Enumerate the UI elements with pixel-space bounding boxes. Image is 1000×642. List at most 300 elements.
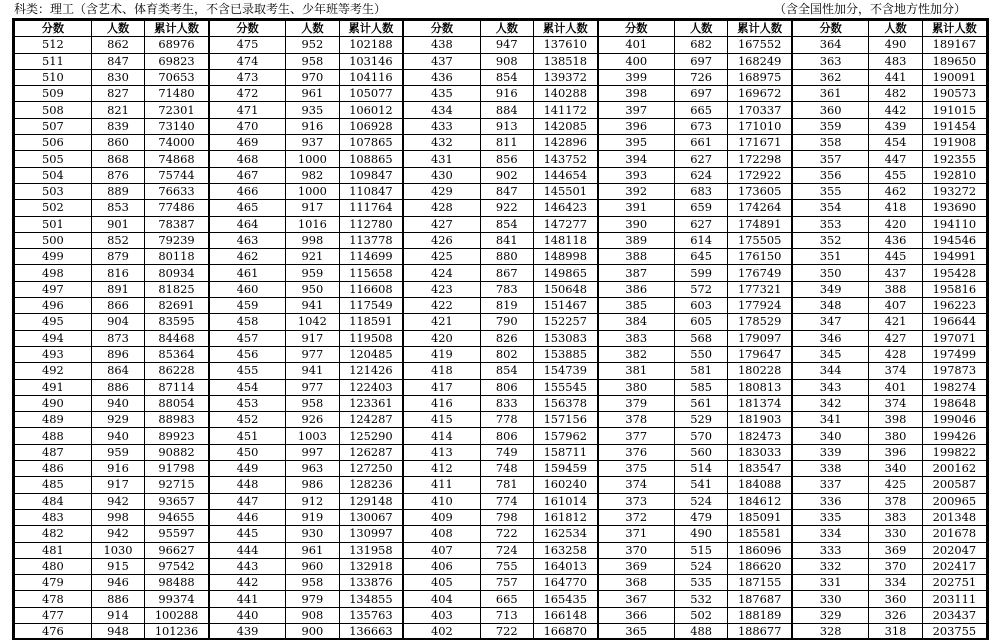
cell-count: 919 xyxy=(286,509,339,525)
cell-score: 441 xyxy=(209,591,286,607)
cell-count: 383 xyxy=(869,509,922,525)
cell-score: 460 xyxy=(209,281,286,297)
cell-score: 384 xyxy=(598,314,675,330)
cell-count: 568 xyxy=(674,330,727,346)
cell-cumulative: 138518 xyxy=(533,53,597,69)
cell-cumulative: 174891 xyxy=(728,216,792,232)
cell-cumulative: 174264 xyxy=(728,200,792,216)
cell-score: 383 xyxy=(598,330,675,346)
cell-count: 941 xyxy=(286,363,339,379)
cell-count: 396 xyxy=(869,444,922,460)
cell-score: 333 xyxy=(792,542,869,558)
cell-score: 456 xyxy=(209,346,286,362)
cell-cumulative: 72301 xyxy=(145,102,209,118)
cell-count: 624 xyxy=(674,167,727,183)
cell-cumulative: 137610 xyxy=(533,37,597,53)
cell-count: 722 xyxy=(480,623,533,639)
cell-score: 443 xyxy=(209,558,286,574)
cell-score: 413 xyxy=(403,444,480,460)
cell-score: 382 xyxy=(598,346,675,362)
cell-count: 963 xyxy=(286,461,339,477)
cell-count: 958 xyxy=(286,53,339,69)
cell-cumulative: 147277 xyxy=(533,216,597,232)
cell-cumulative: 161812 xyxy=(533,509,597,525)
cell-score: 396 xyxy=(598,118,675,134)
cell-score: 433 xyxy=(403,118,480,134)
table-row xyxy=(15,249,987,265)
cell-cumulative: 153885 xyxy=(533,346,597,362)
cell-cumulative: 197499 xyxy=(922,346,986,362)
cell-score: 416 xyxy=(403,395,480,411)
cell-score: 496 xyxy=(15,298,92,314)
cell-cumulative: 107865 xyxy=(339,135,403,151)
cell-cumulative: 203111 xyxy=(922,591,986,607)
cell-cumulative: 156378 xyxy=(533,395,597,411)
cell-score: 400 xyxy=(598,53,675,69)
cell-cumulative: 179097 xyxy=(728,330,792,346)
cell-score: 355 xyxy=(792,183,869,199)
cell-count: 959 xyxy=(286,265,339,281)
cell-score: 380 xyxy=(598,379,675,395)
cell-count: 937 xyxy=(286,135,339,151)
cell-cumulative: 195816 xyxy=(922,281,986,297)
cell-cumulative: 110847 xyxy=(339,183,403,199)
cell-cumulative: 73140 xyxy=(145,118,209,134)
cell-count: 884 xyxy=(480,102,533,118)
cell-count: 572 xyxy=(674,281,727,297)
cell-cumulative: 193272 xyxy=(922,183,986,199)
cell-count: 940 xyxy=(91,428,144,444)
cell-cumulative: 151467 xyxy=(533,298,597,314)
cell-cumulative: 164770 xyxy=(533,575,597,591)
cell-score: 397 xyxy=(598,102,675,118)
cell-cumulative: 124287 xyxy=(339,412,403,428)
cell-cumulative: 101236 xyxy=(145,623,209,639)
cell-score: 429 xyxy=(403,183,480,199)
cell-cumulative: 102188 xyxy=(339,37,403,53)
cell-cumulative: 203437 xyxy=(922,607,986,623)
cell-cumulative: 148118 xyxy=(533,232,597,248)
cell-score: 388 xyxy=(598,249,675,265)
cell-score: 398 xyxy=(598,86,675,102)
cell-cumulative: 74868 xyxy=(145,151,209,167)
cell-count: 524 xyxy=(674,493,727,509)
cell-score: 386 xyxy=(598,281,675,297)
cell-cumulative: 94655 xyxy=(145,509,209,525)
cell-cumulative: 115658 xyxy=(339,265,403,281)
table-row xyxy=(15,69,987,85)
cell-score: 492 xyxy=(15,363,92,379)
cell-count: 960 xyxy=(286,558,339,574)
cell-score: 425 xyxy=(403,249,480,265)
cell-cumulative: 95597 xyxy=(145,526,209,542)
cell-score: 446 xyxy=(209,509,286,525)
table-row xyxy=(15,363,987,379)
cell-cumulative: 159459 xyxy=(533,461,597,477)
cell-score: 363 xyxy=(792,53,869,69)
cell-cumulative: 74000 xyxy=(145,135,209,151)
table-row xyxy=(15,412,987,428)
cell-cumulative: 89923 xyxy=(145,428,209,444)
cell-score: 371 xyxy=(598,526,675,542)
cell-score: 344 xyxy=(792,363,869,379)
cell-score: 392 xyxy=(598,183,675,199)
cell-count: 826 xyxy=(480,330,533,346)
cell-count: 873 xyxy=(91,330,144,346)
cell-count: 1000 xyxy=(286,151,339,167)
cell-cumulative: 202047 xyxy=(922,542,986,558)
cell-score: 463 xyxy=(209,232,286,248)
cell-count: 627 xyxy=(674,216,727,232)
cell-score: 364 xyxy=(792,37,869,53)
cell-cumulative: 129148 xyxy=(339,493,403,509)
cell-score: 369 xyxy=(598,558,675,574)
cell-count: 935 xyxy=(286,102,339,118)
table-row xyxy=(15,444,987,460)
cell-count: 862 xyxy=(91,37,144,53)
cell-cumulative: 185091 xyxy=(728,509,792,525)
cell-score: 495 xyxy=(15,314,92,330)
cell-count: 867 xyxy=(480,265,533,281)
header-cumulative-5: 累计人数 xyxy=(922,21,986,37)
cell-score: 447 xyxy=(209,493,286,509)
table-row xyxy=(15,314,987,330)
cell-score: 377 xyxy=(598,428,675,444)
cell-count: 942 xyxy=(91,526,144,542)
table-row xyxy=(15,183,987,199)
cell-count: 839 xyxy=(91,118,144,134)
cell-count: 585 xyxy=(674,379,727,395)
cell-score: 379 xyxy=(598,395,675,411)
header-score-1: 分数 xyxy=(15,21,92,37)
cell-score: 411 xyxy=(403,477,480,493)
cell-count: 876 xyxy=(91,167,144,183)
cell-count: 532 xyxy=(674,591,727,607)
cell-score: 338 xyxy=(792,461,869,477)
cell-count: 854 xyxy=(480,69,533,85)
cell-score: 404 xyxy=(403,591,480,607)
cell-score: 504 xyxy=(15,167,92,183)
cell-score: 455 xyxy=(209,363,286,379)
cell-cumulative: 126287 xyxy=(339,444,403,460)
cell-count: 847 xyxy=(480,183,533,199)
table-row xyxy=(15,542,987,558)
cell-cumulative: 165435 xyxy=(533,591,597,607)
header-cumulative-3: 累计人数 xyxy=(533,21,597,37)
cell-score: 399 xyxy=(598,69,675,85)
cell-count: 783 xyxy=(480,281,533,297)
cell-cumulative: 123361 xyxy=(339,395,403,411)
cell-score: 486 xyxy=(15,461,92,477)
cell-cumulative: 163258 xyxy=(533,542,597,558)
cell-count: 854 xyxy=(480,216,533,232)
cell-count: 879 xyxy=(91,249,144,265)
cell-count: 847 xyxy=(91,53,144,69)
table-body xyxy=(15,37,987,640)
cell-cumulative: 177321 xyxy=(728,281,792,297)
cell-count: 889 xyxy=(91,183,144,199)
cell-cumulative: 199426 xyxy=(922,428,986,444)
cell-score: 378 xyxy=(598,412,675,428)
cell-score: 330 xyxy=(792,591,869,607)
cell-count: 914 xyxy=(91,607,144,623)
cell-score: 512 xyxy=(15,37,92,53)
cell-cumulative: 125290 xyxy=(339,428,403,444)
cell-score: 482 xyxy=(15,526,92,542)
cell-count: 661 xyxy=(674,135,727,151)
cell-count: 880 xyxy=(480,249,533,265)
cell-count: 952 xyxy=(286,37,339,53)
cell-score: 510 xyxy=(15,69,92,85)
cell-count: 896 xyxy=(91,346,144,362)
cell-score: 428 xyxy=(403,200,480,216)
cell-score: 334 xyxy=(792,526,869,542)
cell-count: 665 xyxy=(480,591,533,607)
cell-count: 866 xyxy=(91,298,144,314)
cell-cumulative: 134855 xyxy=(339,591,403,607)
cell-score: 468 xyxy=(209,151,286,167)
cell-score: 470 xyxy=(209,118,286,134)
cell-count: 830 xyxy=(91,69,144,85)
cell-cumulative: 80118 xyxy=(145,249,209,265)
cell-cumulative: 88054 xyxy=(145,395,209,411)
cell-count: 950 xyxy=(286,281,339,297)
cell-score: 374 xyxy=(598,477,675,493)
cell-cumulative: 168975 xyxy=(728,69,792,85)
cell-score: 407 xyxy=(403,542,480,558)
table-row xyxy=(15,232,987,248)
cell-count: 958 xyxy=(286,395,339,411)
cell-cumulative: 136663 xyxy=(339,623,403,639)
cell-cumulative: 171671 xyxy=(728,135,792,151)
cell-score: 445 xyxy=(209,526,286,542)
cell-score: 499 xyxy=(15,249,92,265)
cell-cumulative: 71480 xyxy=(145,86,209,102)
cell-cumulative: 128236 xyxy=(339,477,403,493)
header-count-3: 人数 xyxy=(480,21,533,37)
cell-score: 436 xyxy=(403,69,480,85)
cell-score: 331 xyxy=(792,575,869,591)
cell-cumulative: 91798 xyxy=(145,461,209,477)
table-row xyxy=(15,395,987,411)
cell-count: 921 xyxy=(286,249,339,265)
cell-score: 368 xyxy=(598,575,675,591)
cell-cumulative: 180228 xyxy=(728,363,792,379)
cell-count: 891 xyxy=(91,281,144,297)
cell-count: 852 xyxy=(91,232,144,248)
cell-score: 417 xyxy=(403,379,480,395)
header-count-5: 人数 xyxy=(869,21,922,37)
cell-count: 445 xyxy=(869,249,922,265)
cell-score: 439 xyxy=(209,623,286,639)
cell-score: 465 xyxy=(209,200,286,216)
cell-cumulative: 77486 xyxy=(145,200,209,216)
cell-count: 380 xyxy=(869,428,922,444)
cell-count: 986 xyxy=(286,477,339,493)
cell-count: 997 xyxy=(286,444,339,460)
cell-score: 490 xyxy=(15,395,92,411)
cell-count: 326 xyxy=(869,607,922,623)
cell-count: 1003 xyxy=(286,428,339,444)
cell-cumulative: 96627 xyxy=(145,542,209,558)
cell-cumulative: 203755 xyxy=(922,623,986,639)
cell-count: 318 xyxy=(869,623,922,639)
header-score-3: 分数 xyxy=(403,21,480,37)
cell-count: 749 xyxy=(480,444,533,460)
cell-cumulative: 145501 xyxy=(533,183,597,199)
cell-score: 401 xyxy=(598,37,675,53)
cell-count: 941 xyxy=(286,298,339,314)
cell-cumulative: 196644 xyxy=(922,314,986,330)
table-row xyxy=(15,265,987,281)
cell-count: 570 xyxy=(674,428,727,444)
cell-score: 450 xyxy=(209,444,286,460)
table-row xyxy=(15,118,987,134)
header-score-4: 分数 xyxy=(598,21,675,37)
cell-count: 659 xyxy=(674,200,727,216)
cell-score: 370 xyxy=(598,542,675,558)
cell-cumulative: 197873 xyxy=(922,363,986,379)
cell-count: 926 xyxy=(286,412,339,428)
cell-count: 930 xyxy=(286,526,339,542)
cell-count: 340 xyxy=(869,461,922,477)
cell-count: 757 xyxy=(480,575,533,591)
cell-cumulative: 86228 xyxy=(145,363,209,379)
cell-score: 405 xyxy=(403,575,480,591)
cell-score: 367 xyxy=(598,591,675,607)
cell-cumulative: 157156 xyxy=(533,412,597,428)
cell-cumulative: 119508 xyxy=(339,330,403,346)
cell-count: 806 xyxy=(480,428,533,444)
cell-score: 376 xyxy=(598,444,675,460)
cell-cumulative: 131958 xyxy=(339,542,403,558)
cell-score: 444 xyxy=(209,542,286,558)
cell-cumulative: 127250 xyxy=(339,461,403,477)
cell-count: 561 xyxy=(674,395,727,411)
table-row xyxy=(15,526,987,542)
cell-score: 481 xyxy=(15,542,92,558)
cell-count: 917 xyxy=(286,200,339,216)
cell-score: 449 xyxy=(209,461,286,477)
table-row xyxy=(15,281,987,297)
cell-count: 665 xyxy=(674,102,727,118)
cell-cumulative: 183547 xyxy=(728,461,792,477)
cell-count: 886 xyxy=(91,591,144,607)
cell-score: 418 xyxy=(403,363,480,379)
cell-count: 605 xyxy=(674,314,727,330)
cell-count: 748 xyxy=(480,461,533,477)
cell-cumulative: 153083 xyxy=(533,330,597,346)
cell-score: 362 xyxy=(792,69,869,85)
cell-score: 389 xyxy=(598,232,675,248)
cell-score: 442 xyxy=(209,575,286,591)
cell-score: 340 xyxy=(792,428,869,444)
cell-score: 467 xyxy=(209,167,286,183)
cell-score: 390 xyxy=(598,216,675,232)
cell-score: 491 xyxy=(15,379,92,395)
cell-cumulative: 202417 xyxy=(922,558,986,574)
cell-count: 853 xyxy=(91,200,144,216)
cell-cumulative: 148998 xyxy=(533,249,597,265)
cell-count: 860 xyxy=(91,135,144,151)
cell-cumulative: 69823 xyxy=(145,53,209,69)
cell-count: 913 xyxy=(480,118,533,134)
cell-count: 806 xyxy=(480,379,533,395)
cell-cumulative: 103146 xyxy=(339,53,403,69)
cell-count: 418 xyxy=(869,200,922,216)
cell-count: 912 xyxy=(286,493,339,509)
cell-score: 348 xyxy=(792,298,869,314)
cell-cumulative: 172922 xyxy=(728,167,792,183)
cell-cumulative: 105077 xyxy=(339,86,403,102)
cell-count: 778 xyxy=(480,412,533,428)
cell-cumulative: 181903 xyxy=(728,412,792,428)
cell-cumulative: 146423 xyxy=(533,200,597,216)
cell-count: 977 xyxy=(286,346,339,362)
cell-score: 435 xyxy=(403,86,480,102)
cell-score: 430 xyxy=(403,167,480,183)
cell-count: 524 xyxy=(674,558,727,574)
cell-count: 441 xyxy=(869,69,922,85)
cell-score: 391 xyxy=(598,200,675,216)
cell-count: 970 xyxy=(286,69,339,85)
cell-cumulative: 188189 xyxy=(728,607,792,623)
cell-count: 904 xyxy=(91,314,144,330)
cell-score: 419 xyxy=(403,346,480,362)
cell-cumulative: 191454 xyxy=(922,118,986,134)
header-count-1: 人数 xyxy=(91,21,144,37)
cell-count: 942 xyxy=(91,493,144,509)
cell-count: 627 xyxy=(674,151,727,167)
cell-count: 514 xyxy=(674,461,727,477)
cell-count: 833 xyxy=(480,395,533,411)
cell-cumulative: 98488 xyxy=(145,575,209,591)
cell-score: 381 xyxy=(598,363,675,379)
cell-score: 466 xyxy=(209,183,286,199)
cell-score: 479 xyxy=(15,575,92,591)
cell-score: 361 xyxy=(792,86,869,102)
cell-score: 414 xyxy=(403,428,480,444)
cell-count: 821 xyxy=(91,102,144,118)
cell-cumulative: 178529 xyxy=(728,314,792,330)
cell-count: 977 xyxy=(286,379,339,395)
cell-count: 979 xyxy=(286,591,339,607)
cell-score: 480 xyxy=(15,558,92,574)
cell-cumulative: 139372 xyxy=(533,69,597,85)
cell-score: 357 xyxy=(792,151,869,167)
cell-score: 507 xyxy=(15,118,92,134)
cell-score: 395 xyxy=(598,135,675,151)
cell-score: 426 xyxy=(403,232,480,248)
cell-score: 408 xyxy=(403,526,480,542)
cell-cumulative: 70653 xyxy=(145,69,209,85)
cell-score: 424 xyxy=(403,265,480,281)
table-row xyxy=(15,151,987,167)
cell-score: 420 xyxy=(403,330,480,346)
table-row xyxy=(15,591,987,607)
cell-count: 886 xyxy=(91,379,144,395)
cell-score: 459 xyxy=(209,298,286,314)
cell-count: 908 xyxy=(480,53,533,69)
cell-count: 439 xyxy=(869,118,922,134)
cell-cumulative: 166870 xyxy=(533,623,597,639)
cell-score: 345 xyxy=(792,346,869,362)
cell-cumulative: 133876 xyxy=(339,575,403,591)
cell-count: 482 xyxy=(869,86,922,102)
cell-cumulative: 144654 xyxy=(533,167,597,183)
cell-score: 503 xyxy=(15,183,92,199)
cell-cumulative: 78387 xyxy=(145,216,209,232)
